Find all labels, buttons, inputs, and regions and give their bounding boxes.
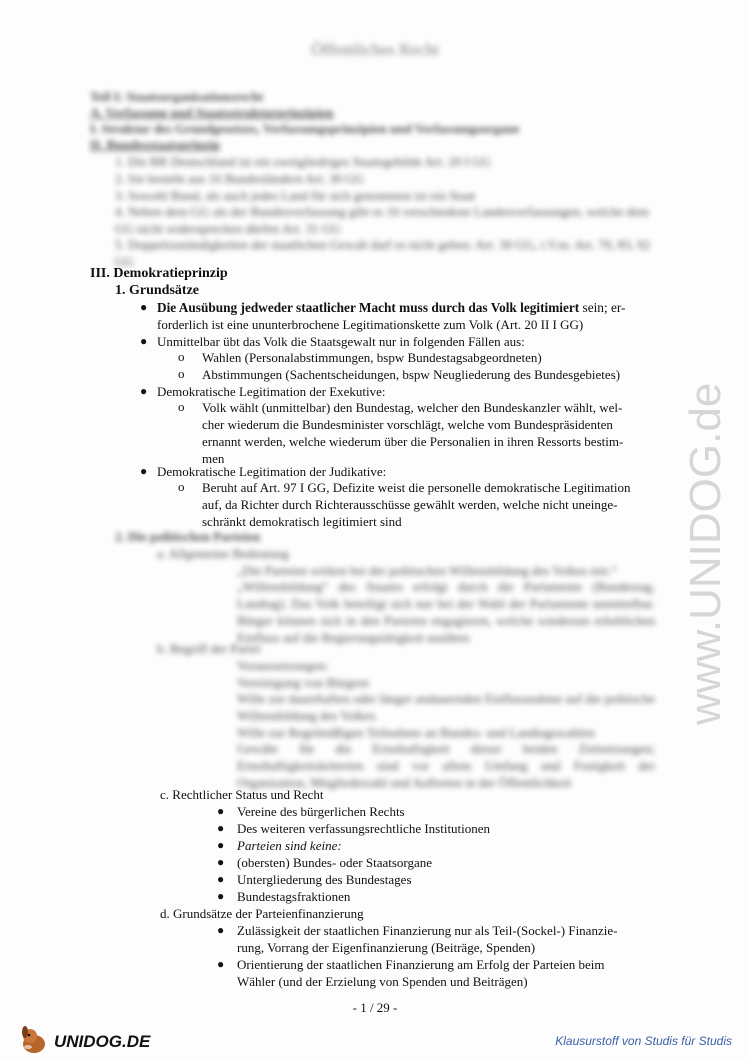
- bullet-3-sub-line-2: cher wiederum die Bundesminister vorschlägt, welche vom Bundespräsidenten: [202, 417, 613, 432]
- sub-c-item-6: Bundestagsfraktionen: [237, 889, 351, 904]
- sub-d-item-2-line-2: Wähler (und der Erzielung von Spenden und Beiträgen): [237, 974, 528, 989]
- bullet-4: Demokratische Legitimation der Judikative:: [157, 464, 387, 479]
- blurred-heading-3: I. Struktur des Grundgesetzes, Verfassungsprinzipien und Verfassungsorgane: [90, 121, 520, 136]
- bullet-2-sub-1: Wahlen (Personalabstimmungen, bspw Bundestagsabgeordneten): [202, 350, 542, 365]
- sub-c-label: c. Rechtlicher Status und Recht: [160, 787, 324, 802]
- sub-d-item-2-line-1: Orientierung der staatlichen Finanzierung am Erfolg der Parteien beim: [237, 957, 605, 972]
- bullet-4-sub-line-1: Beruht auf Art. 97 I GG, Defizite weist die personelle demokratische Legitimation: [202, 480, 631, 495]
- blurred-item-4: 4. Neben dem GG als der Bundesverfassung gibt es 16 verschiedene Landesverfassungen, welche dem GG nicht widersprechen dürfen Art. 31 GG: [115, 204, 649, 236]
- blurred-heading-1: Teil I: Staatsorganisationsrecht: [90, 89, 264, 104]
- logo-text: UNIDOG.DE: [54, 1032, 151, 1051]
- bullet-dot: ●: [140, 300, 148, 314]
- bullet-dot: ●: [217, 889, 225, 903]
- page-number: - 1 / 29 -: [352, 1000, 398, 1015]
- blurred-prereq: Voraussetzungen:: [237, 658, 329, 673]
- bullet-4-sub-line-2: auf, da Richter durch Richterausschüsse gewählt werden, welche nicht uneinge-: [202, 497, 618, 512]
- bullet-dot: ●: [217, 872, 225, 886]
- bullet-dot: ●: [217, 957, 225, 971]
- unidog-logo: [18, 1022, 168, 1056]
- blurred-prereq-2: Wille zur dauerhaften oder länger andauernden Einflussnahme auf die politische Willensbildung des Volkes: [237, 691, 655, 723]
- circle-marker: o: [178, 399, 185, 414]
- blurred-heading-2: A. Verfassung und Staatsstrukturprinzipien: [90, 105, 334, 120]
- sub-c-item-5: Untergliederung des Bundestages: [237, 872, 412, 887]
- blurred-item-3: 3. Sowohl Bund, als auch jedes Land für sich genommen ist ein Staat: [115, 188, 476, 203]
- bullet-3-sub-line-3: ernannt werden, welche wiederum über die Personalien in ihren Ressorts bestim-: [202, 434, 624, 449]
- blurred-sub-b: b. Begriff der Partei: [157, 641, 261, 656]
- blurred-prereq-1: Vereinigung von Bürgern: [237, 675, 369, 690]
- circle-marker: o: [178, 366, 185, 381]
- circle-marker: o: [178, 479, 185, 494]
- bullet-dot: ●: [217, 855, 225, 869]
- blurred-item-2: 2. Sie besteht aus 16 Bundesländern Art. 30 GG: [115, 171, 365, 186]
- bullet-dot: ●: [140, 334, 148, 348]
- blurred-prereq-4: Gewähr für die Ernsthaftigkeit dieser beiden Zielsetzungen; Ernsthaftigkeitskriterien sind vor allem Umfang und Festigkeit der Organisation, Mitgliederzahl und Auftreten in der Öffentlichkeit: [237, 741, 655, 790]
- footer-tagline: Klausurstoff von Studis für Studis: [555, 1034, 732, 1048]
- bullet-2-sub-2: Abstimmungen (Sachentscheidungen, bspw Neugliederung des Bundesgebietes): [202, 367, 621, 382]
- bullet-1-rest-a: sein; er-: [579, 300, 626, 315]
- sub-c-item-2: Des weiteren verfassungsrechtliche Institutionen: [237, 821, 491, 836]
- bullet-1-line-2: forderlich ist eine ununterbrochene Legitimationskette zum Volk (Art. 20 II I GG): [157, 317, 584, 332]
- bullet-3-sub-line-4: men: [202, 451, 225, 466]
- dog-icon: [22, 1026, 45, 1053]
- blurred-sub-a: a. Allgemeine Bedeutung: [157, 546, 289, 561]
- bullet-dot: ●: [217, 821, 225, 835]
- bullet-2: Unmittelbar übt das Volk die Staatsgewalt nur in folgenden Fällen aus:: [157, 334, 525, 349]
- bullet-3: Demokratische Legitimation der Exekutive:: [157, 384, 386, 399]
- bullet-dot: ●: [217, 923, 225, 937]
- blurred-quote: „Die Parteien wirken bei der politischen Willensbildung des Volkes mit.“: [237, 563, 618, 578]
- sub-c-item-4: (obersten) Bundes- oder Staatsorgane: [237, 855, 433, 870]
- blurred-heading-4: II. Bundesstaatsprinzip: [90, 137, 221, 152]
- blurred-item-1: 1. Die BR Deutschland ist ein zweigliedriges Staatsgebilde Art. 20 I GG: [115, 154, 491, 169]
- sub-d-label: d. Grundsätze der Parteienfinanzierung: [160, 906, 364, 921]
- bullet-dot: ●: [140, 384, 148, 398]
- sub-c-item-1: Vereine des bürgerlichen Rechts: [237, 804, 405, 819]
- watermark-text: www.UNIDOG.de: [681, 382, 730, 725]
- bullet-1-bold: Die Ausübung jedweder staatlicher Macht muss durch das Volk legitimiert: [157, 300, 580, 315]
- subsection-title: 1. Grundsätze: [115, 283, 199, 298]
- circle-marker: o: [178, 349, 185, 364]
- bullet-dot: ●: [140, 464, 148, 478]
- bullet-dot: ●: [217, 838, 225, 852]
- bullet-3-sub-line-1: Volk wählt (unmittelbar) den Bundestag, welcher den Bundeskanzler wählt, wel-: [202, 400, 623, 415]
- watermark: [630, 260, 740, 730]
- bullet-dot: ●: [217, 804, 225, 818]
- sub-d-item-1-line-1: Zulässigkeit der staatlichen Finanzierung nur als Teil-(Sockel-) Finanzie-: [237, 923, 618, 938]
- blurred-prereq-3: Wille zur Regelmäßigen Teilnahme an Bundes- und Landtagswahlen: [237, 725, 595, 740]
- blurred-subsection-2: 2. Die politischen Parteien: [115, 529, 261, 544]
- sub-c-item-3: Parteien sind keine:: [237, 838, 342, 853]
- page-title: Öffentliches Recht: [311, 40, 439, 59]
- sub-d-item-1-line-2: rung, Vorrang der Eigenfinanzierung (Beiträge, Spenden): [237, 940, 536, 955]
- bullet-4-sub-line-3: schränkt demokratisch legitimiert sind: [202, 514, 402, 529]
- section-title: III. Demokratieprinzip: [90, 266, 228, 281]
- blurred-paragraph: „Willensbildung“ des Staates erfolgt durch die Parlamente (Bundestag, Landtag). Das Volk beteiligt sich nur bei der Wahl der Parlamente unmittelbar. Bürger können sich in den Parteien engagieren, welche wiederum erheblichen Einfluss auf die Regierungstätigkeit ausüben: [237, 579, 655, 645]
- bullet-1: [157, 299, 625, 316]
- blurred-item-5: 5. Doppelzuständigkeiten der staatlichen Gewalt darf es nicht geben: Art. 30 GG, i.V.m. Art. 70, 83, 92 GG: [115, 237, 651, 269]
